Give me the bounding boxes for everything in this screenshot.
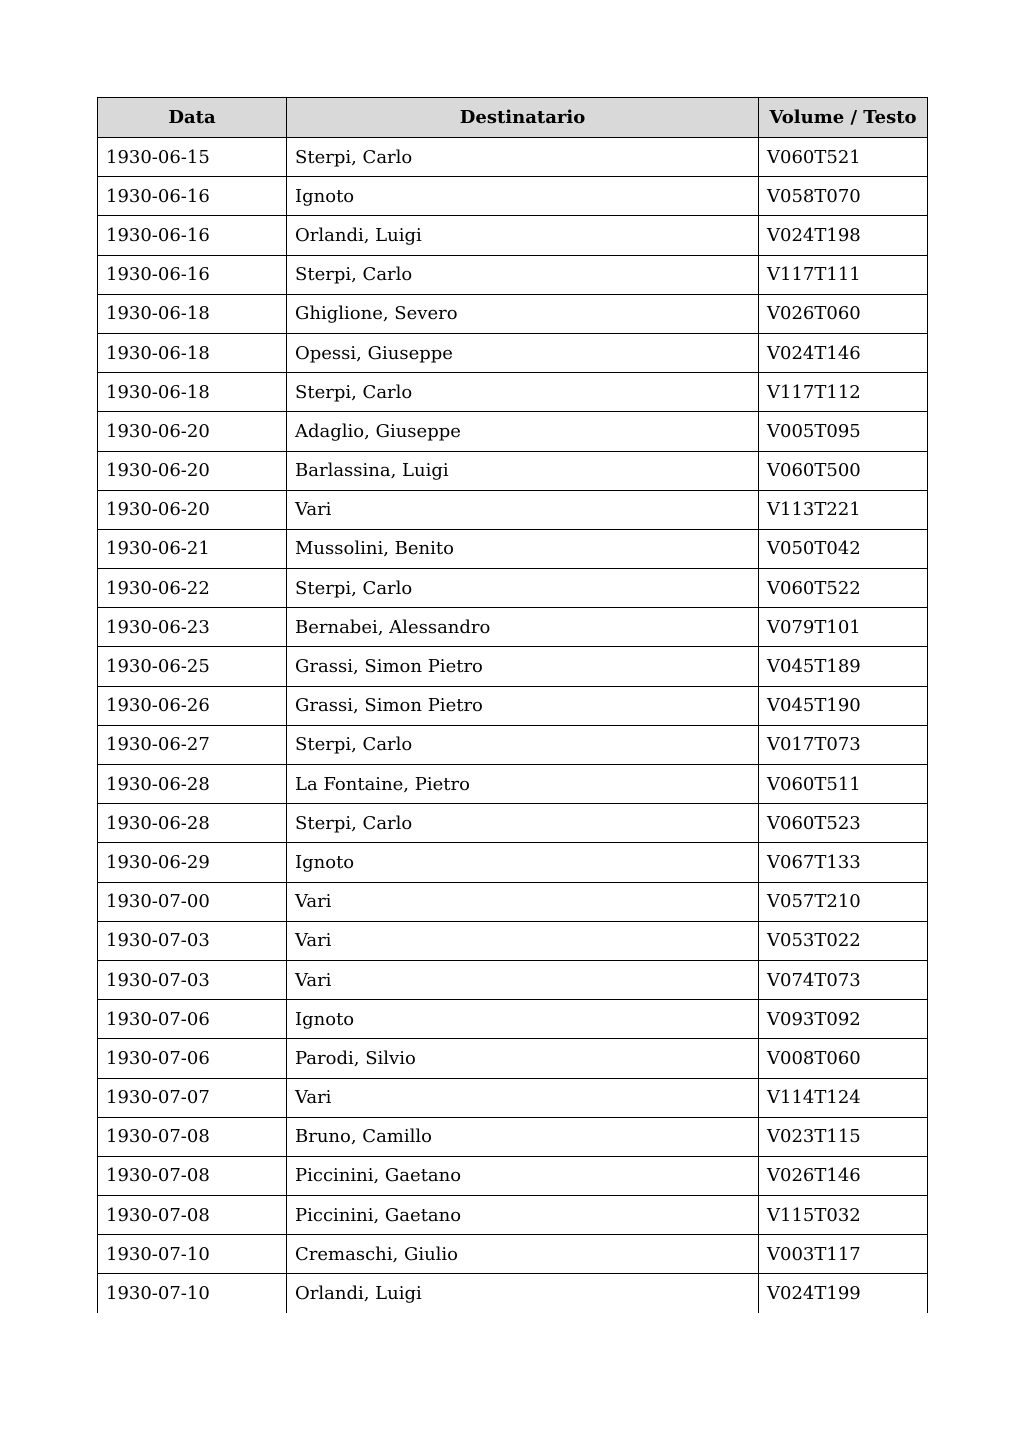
table-row: [98, 1196, 928, 1235]
date-cell: 1930-06-20: [98, 451, 287, 490]
date-cell: 1930-06-16: [98, 177, 287, 216]
table-row: [98, 1235, 928, 1274]
volume-cell: V024T199: [759, 1274, 928, 1313]
volume-cell: V115T032: [759, 1196, 928, 1235]
recipient-cell: Vari: [287, 921, 759, 960]
recipient-cell: Ignoto: [287, 177, 759, 216]
date-cell: 1930-06-25: [98, 647, 287, 686]
volume-cell: V058T070: [759, 177, 928, 216]
table-row: [98, 882, 928, 921]
volume-cell: V050T042: [759, 529, 928, 568]
recipient-cell: Vari: [287, 960, 759, 999]
recipient-cell: Cremaschi, Giulio: [287, 1235, 759, 1274]
table-header: [98, 98, 928, 138]
table-row: [98, 843, 928, 882]
column-header-volume: Volume / Testo: [759, 98, 928, 138]
date-cell: 1930-07-10: [98, 1235, 287, 1274]
date-cell: 1930-06-18: [98, 373, 287, 412]
table-row: [98, 412, 928, 451]
date-cell: 1930-07-10: [98, 1274, 287, 1313]
table-row: [98, 255, 928, 294]
table-row: [98, 569, 928, 608]
recipient-cell: Ghiglione, Severo: [287, 294, 759, 333]
recipient-cell: Vari: [287, 882, 759, 921]
date-cell: 1930-07-07: [98, 1078, 287, 1117]
date-cell: 1930-07-08: [98, 1156, 287, 1195]
table-row: [98, 725, 928, 764]
volume-cell: V017T073: [759, 725, 928, 764]
date-cell: 1930-06-16: [98, 216, 287, 255]
recipient-cell: Sterpi, Carlo: [287, 255, 759, 294]
date-cell: 1930-07-08: [98, 1196, 287, 1235]
table-body: [98, 138, 928, 1314]
volume-cell: V117T112: [759, 373, 928, 412]
date-cell: 1930-07-08: [98, 1117, 287, 1156]
date-cell: 1930-06-18: [98, 333, 287, 372]
volume-cell: V060T521: [759, 138, 928, 177]
volume-cell: V003T117: [759, 1235, 928, 1274]
recipient-cell: Sterpi, Carlo: [287, 138, 759, 177]
date-cell: 1930-07-06: [98, 1000, 287, 1039]
table-row: [98, 451, 928, 490]
recipient-cell: Grassi, Simon Pietro: [287, 647, 759, 686]
table-row: [98, 1000, 928, 1039]
recipient-cell: Piccinini, Gaetano: [287, 1156, 759, 1195]
recipient-cell: Barlassina, Luigi: [287, 451, 759, 490]
volume-cell: V093T092: [759, 1000, 928, 1039]
date-cell: 1930-06-26: [98, 686, 287, 725]
date-cell: 1930-06-16: [98, 255, 287, 294]
recipient-cell: Adaglio, Giuseppe: [287, 412, 759, 451]
column-header-recipient: Destinatario: [287, 98, 759, 138]
volume-cell: V053T022: [759, 921, 928, 960]
table-row: [98, 177, 928, 216]
recipient-cell: Parodi, Silvio: [287, 1039, 759, 1078]
volume-cell: V117T111: [759, 255, 928, 294]
volume-cell: V026T146: [759, 1156, 928, 1195]
table-row: [98, 960, 928, 999]
volume-cell: V023T115: [759, 1117, 928, 1156]
volume-cell: V024T146: [759, 333, 928, 372]
header-row: [98, 98, 928, 138]
volume-cell: V079T101: [759, 608, 928, 647]
recipient-cell: Sterpi, Carlo: [287, 569, 759, 608]
table-row: [98, 1274, 928, 1313]
date-cell: 1930-06-20: [98, 490, 287, 529]
date-cell: 1930-06-15: [98, 138, 287, 177]
recipient-cell: Bruno, Camillo: [287, 1117, 759, 1156]
table-row: [98, 373, 928, 412]
table-row: [98, 490, 928, 529]
date-cell: 1930-07-06: [98, 1039, 287, 1078]
table-row: [98, 647, 928, 686]
table-row: [98, 686, 928, 725]
table-row: [98, 1156, 928, 1195]
volume-cell: V113T221: [759, 490, 928, 529]
volume-cell: V045T189: [759, 647, 928, 686]
recipient-cell: Sterpi, Carlo: [287, 804, 759, 843]
recipient-cell: La Fontaine, Pietro: [287, 765, 759, 804]
recipient-cell: Piccinini, Gaetano: [287, 1196, 759, 1235]
volume-cell: V114T124: [759, 1078, 928, 1117]
recipient-cell: Orlandi, Luigi: [287, 216, 759, 255]
table-row: [98, 294, 928, 333]
date-cell: 1930-06-29: [98, 843, 287, 882]
volume-cell: V060T522: [759, 569, 928, 608]
recipient-cell: Bernabei, Alessandro: [287, 608, 759, 647]
date-cell: 1930-06-18: [98, 294, 287, 333]
recipient-cell: Sterpi, Carlo: [287, 373, 759, 412]
volume-cell: V060T511: [759, 765, 928, 804]
table-row: [98, 804, 928, 843]
table-row: [98, 1117, 928, 1156]
volume-cell: V067T133: [759, 843, 928, 882]
table-row: [98, 216, 928, 255]
volume-cell: V045T190: [759, 686, 928, 725]
date-cell: 1930-06-28: [98, 804, 287, 843]
recipient-cell: Mussolini, Benito: [287, 529, 759, 568]
date-cell: 1930-06-28: [98, 765, 287, 804]
date-cell: 1930-06-27: [98, 725, 287, 764]
table-row: [98, 608, 928, 647]
recipient-cell: Vari: [287, 1078, 759, 1117]
column-header-date: Data: [98, 98, 287, 138]
recipient-cell: Grassi, Simon Pietro: [287, 686, 759, 725]
recipient-cell: Ignoto: [287, 1000, 759, 1039]
table-row: [98, 138, 928, 177]
recipient-cell: Opessi, Giuseppe: [287, 333, 759, 372]
volume-cell: V008T060: [759, 1039, 928, 1078]
date-cell: 1930-06-20: [98, 412, 287, 451]
table-row: [98, 1078, 928, 1117]
date-cell: 1930-07-03: [98, 921, 287, 960]
date-cell: 1930-06-22: [98, 569, 287, 608]
recipient-cell: Ignoto: [287, 843, 759, 882]
recipient-cell: Orlandi, Luigi: [287, 1274, 759, 1313]
volume-cell: V060T523: [759, 804, 928, 843]
table-row: [98, 529, 928, 568]
table-row: [98, 1039, 928, 1078]
recipient-cell: Sterpi, Carlo: [287, 725, 759, 764]
date-cell: 1930-07-03: [98, 960, 287, 999]
letters-table: [97, 97, 928, 1313]
volume-cell: V074T073: [759, 960, 928, 999]
table-row: [98, 921, 928, 960]
volume-cell: V060T500: [759, 451, 928, 490]
table-row: [98, 765, 928, 804]
date-cell: 1930-06-21: [98, 529, 287, 568]
volume-cell: V005T095: [759, 412, 928, 451]
volume-cell: V024T198: [759, 216, 928, 255]
date-cell: 1930-07-00: [98, 882, 287, 921]
recipient-cell: Vari: [287, 490, 759, 529]
volume-cell: V057T210: [759, 882, 928, 921]
table-row: [98, 333, 928, 372]
volume-cell: V026T060: [759, 294, 928, 333]
date-cell: 1930-06-23: [98, 608, 287, 647]
